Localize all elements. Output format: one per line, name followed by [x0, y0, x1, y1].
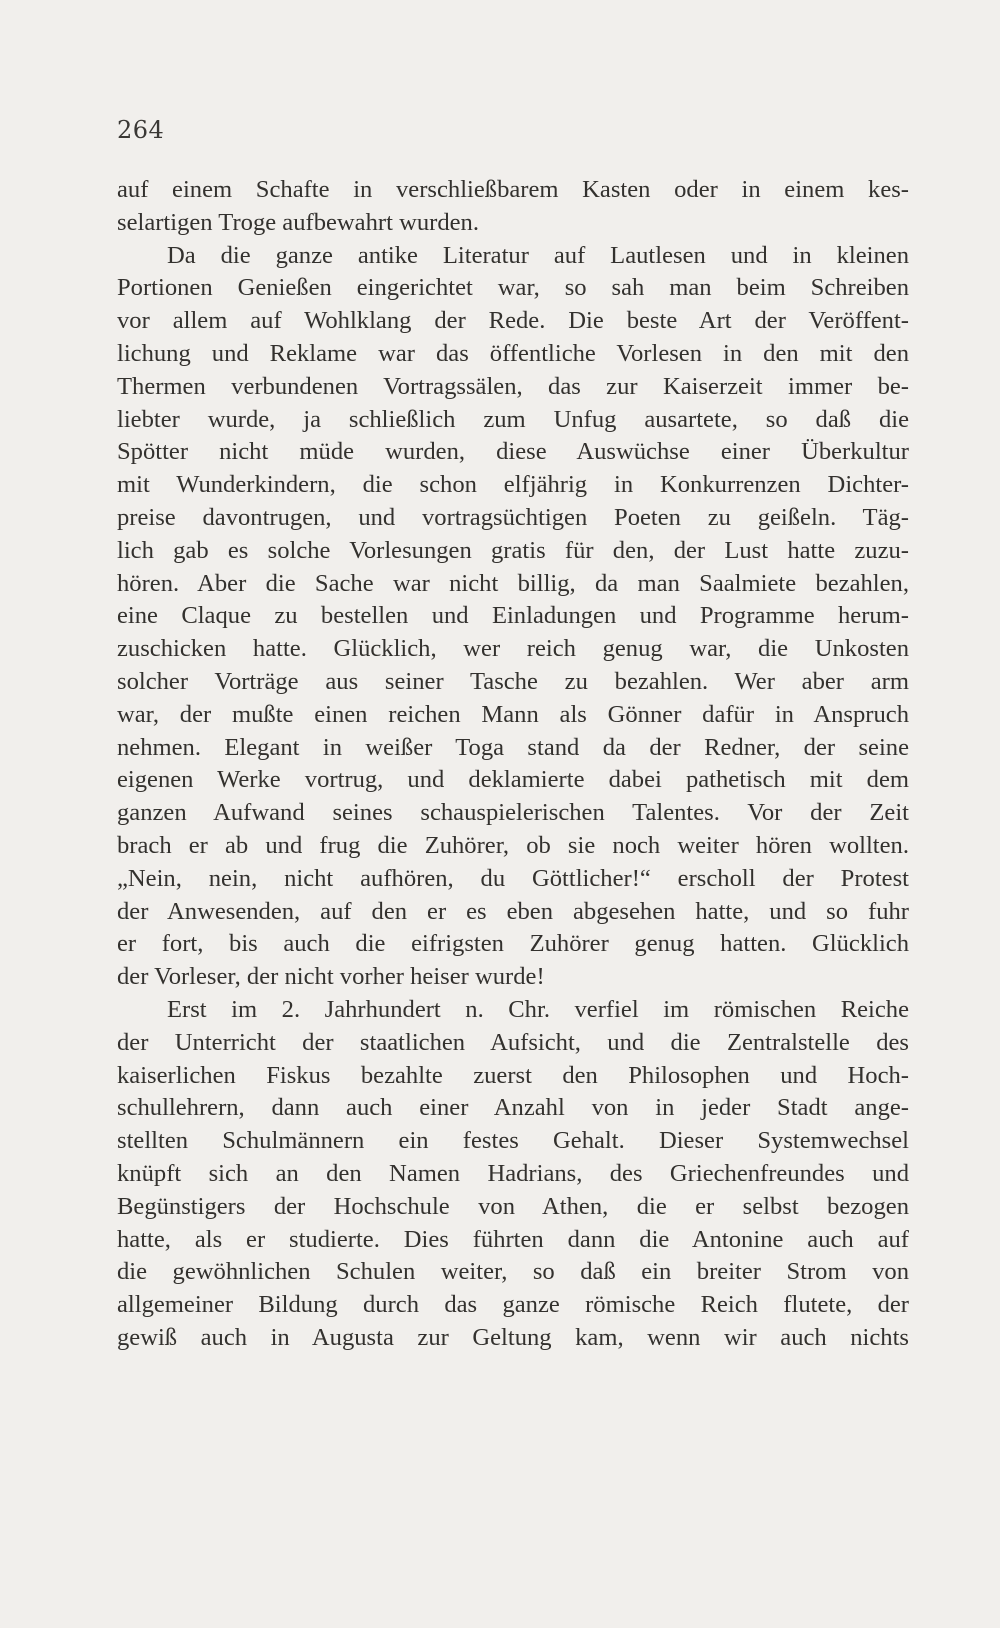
text-line: ganzen Aufwand seines schauspielerischen Talentes. Vor der Zeit [117, 799, 909, 827]
body-text [117, 174, 909, 1355]
text-line: die gewöhnlichen Schulen weiter, so daß ein breiter Strom von [117, 1258, 909, 1286]
text-line: lich gab es solche Vorlesungen gratis für den, der Lust hatte zuzu- [117, 536, 909, 564]
text-line: Da die ganze antike Literatur auf Lautlesen und in kleinen [167, 241, 909, 269]
text-line: war, der mußte einen reichen Mann als Gönner dafür in Anspruch [117, 700, 909, 728]
text-line: liebter wurde, ja schließlich zum Unfug ausartete, so daß die [117, 405, 909, 433]
text-line: eigenen Werke vortrug, und deklamierte dabei pathetisch mit dem [117, 766, 909, 794]
text-line: mit Wunderkindern, die schon elfjährig in Konkurrenzen Dichter- [117, 471, 909, 499]
text-line: er fort, bis auch die eifrigsten Zuhörer genug hatten. Glücklich [117, 930, 909, 958]
text-line: stellten Schulmännern ein festes Gehalt. Dieser Systemwechsel [117, 1127, 909, 1155]
text-line: eine Claque zu bestellen und Einladungen und Programme herum- [117, 602, 909, 630]
text-line: Erst im 2. Jahrhundert n. Chr. verfiel im römischen Reiche [167, 995, 909, 1023]
text-line: der Unterricht der staatlichen Aufsicht, und die Zentralstelle des [117, 1028, 909, 1056]
text-line: brach er ab und frug die Zuhörer, ob sie noch weiter hören wollten. [117, 831, 909, 859]
text-line: der Vorleser, der nicht vorher heiser wurde! [117, 963, 545, 991]
text-line: Portionen Genießen eingerichtet war, so sah man beim Schreiben [117, 274, 909, 302]
text-line: gewiß auch in Augusta zur Geltung kam, wenn wir auch nichts [117, 1323, 909, 1351]
text-line: Begünstigers der Hochschule von Athen, die er selbst bezogen [117, 1192, 909, 1220]
text-line: knüpft sich an den Namen Hadrians, des Griechenfreundes und [117, 1159, 909, 1187]
text-line: Thermen verbundenen Vortragssälen, das zur Kaiserzeit immer be- [117, 372, 909, 400]
text-line: lichung und Reklame war das öffentliche Vorlesen in den mit den [117, 339, 909, 367]
text-line: hatte, als er studierte. Dies führten dann die Antonine auch auf [117, 1225, 909, 1253]
text-line: schullehrern, dann auch einer Anzahl von in jeder Stadt ange- [117, 1094, 909, 1122]
text-line: solcher Vorträge aus seiner Tasche zu bezahlen. Wer aber arm [117, 667, 909, 695]
text-line: „Nein, nein, nicht aufhören, du Göttlicher!“ erscholl der Protest [117, 864, 909, 892]
text-line: allgemeiner Bildung durch das ganze römische Reich flutete, der [117, 1291, 909, 1319]
text-line: auf einem Schafte in verschließbarem Kasten oder in einem kes- [117, 176, 909, 203]
text-line: selartigen Troge aufbewahrt wurden. [117, 208, 479, 236]
page-number: 264 [117, 116, 165, 144]
text-line: hören. Aber die Sache war nicht billig, da man Saalmiete bezahlen, [117, 569, 909, 597]
text-line: vor allem auf Wohlklang der Rede. Die beste Art der Veröffent- [117, 307, 909, 335]
text-line: zuschicken hatte. Glücklich, wer reich genug war, die Unkosten [117, 635, 909, 663]
text-line: der Anwesenden, auf den er es eben abgesehen hatte, und so fuhr [117, 897, 909, 925]
text-line: preise davontrugen, und vortragsüchtigen Poeten zu geißeln. Täg- [117, 503, 909, 531]
text-line: Spötter nicht müde wurden, diese Auswüchse einer Überkultur [117, 438, 909, 466]
text-line: nehmen. Elegant in weißer Toga stand da der Redner, der seine [117, 733, 909, 761]
text-line: kaiserlichen Fiskus bezahlte zuerst den Philosophen und Hoch- [117, 1061, 909, 1089]
